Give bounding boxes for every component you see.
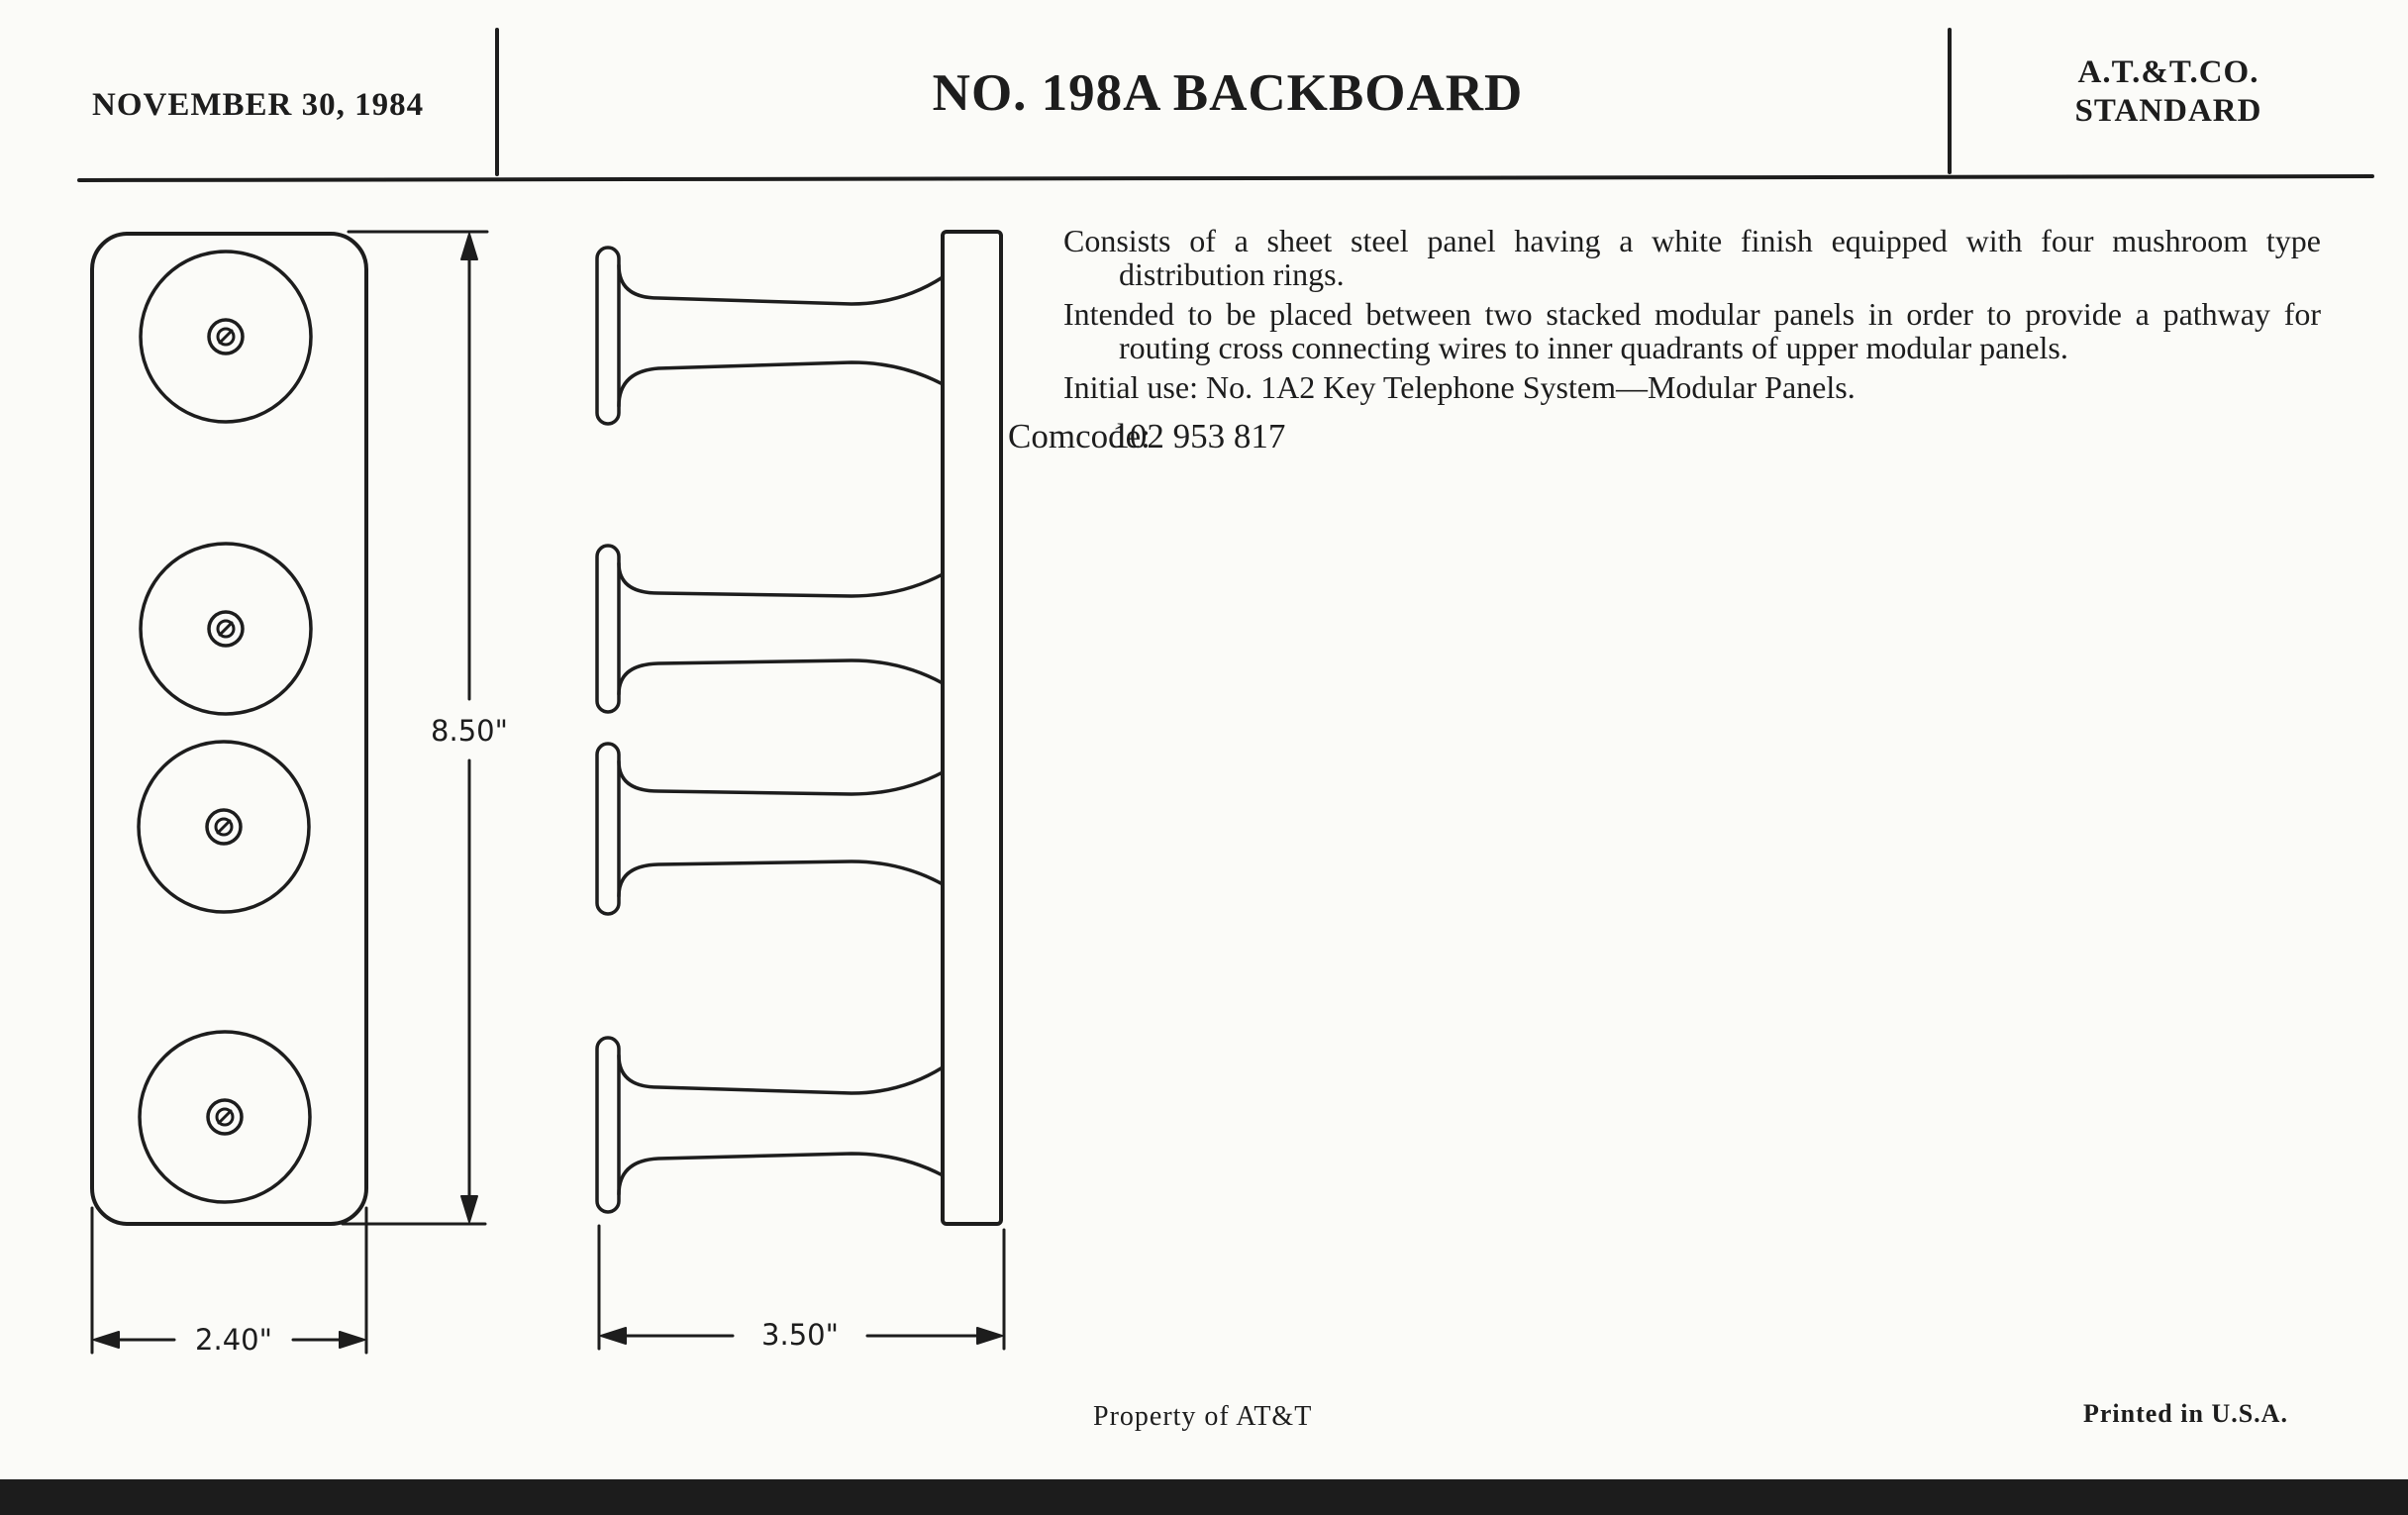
comcode-value: 102 953 817 [1112,417,1286,455]
standard-company: A.T.&T.CO. [2077,54,2259,90]
initial-use-label: Initial use: [1063,369,1198,405]
side-view-base-plate [943,232,1001,1224]
depth-dimension-label: 3.50" [761,1318,839,1352]
arrow-down-icon [461,1196,477,1222]
initial-use-value: No. 1A2 Key Telephone System—Modular Panels. [1205,369,1856,405]
height-dimension-label: 8.50" [431,714,508,748]
ring-front-1 [141,252,311,422]
comcode-line [1008,417,2321,455]
ring-side-2 [597,546,943,712]
printed-notice: Printed in U.S.A. [2083,1399,2288,1428]
ring-front-4 [140,1032,310,1202]
comcode-label: Comcode: [1008,417,1151,455]
arrow-up-icon [461,234,477,259]
description-block [1008,223,2321,459]
standard-label: STANDARD [2074,93,2262,129]
page-title: NO. 198A BACKBOARD [932,64,1524,122]
description-paragraph-2: Intended to be placed between two stacked modular panels in order to provide a pathway for routing cross connecting wires to inner quadrants of upper modular panels. [1063,296,2321,365]
side-view-rings [597,248,943,1212]
arrow-left-icon [94,1332,119,1348]
property-notice: Property of AT&T [1093,1401,1313,1432]
header-rule [79,176,2372,180]
ring-side-3 [597,744,943,914]
initial-use-line [1063,370,2321,404]
ring-front-2 [141,544,311,714]
ring-front-3 [139,742,309,912]
description-paragraph-1: Consists of a sheet steel panel having a white finish equipped with four mushroom type distribution rings. [1063,223,2321,292]
arrow-right-icon [340,1332,364,1348]
arrow-left-icon [601,1328,626,1344]
issue-date: NOVEMBER 30, 1984 [92,87,425,123]
width-dimension-label: 2.40" [195,1323,272,1357]
arrow-right-icon [977,1328,1002,1344]
ring-side-1 [597,248,943,424]
front-view-rings [139,252,311,1202]
front-view-panel [92,234,366,1224]
ring-side-4 [597,1038,943,1212]
